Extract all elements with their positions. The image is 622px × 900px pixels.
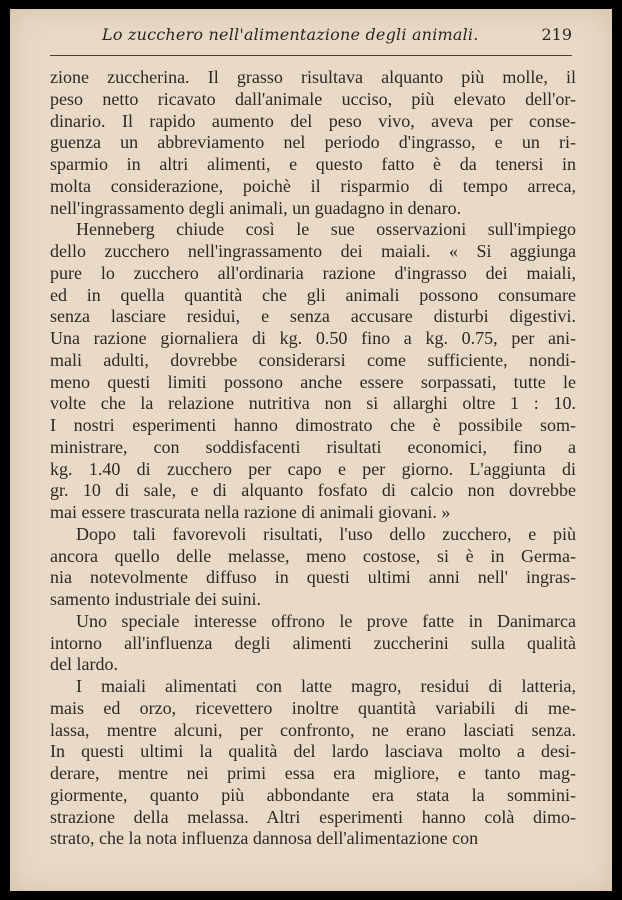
text-line: ancora quello delle melasse, meno costose, si è in Germa- <box>50 545 576 566</box>
text-line: derare, mentre nei primi essa era migliore, e tanto mag- <box>50 763 576 783</box>
text-line: sparmio in altri alimenti, e questo fatto è da tenersi in <box>50 154 576 174</box>
text-line: pure lo zucchero all'ordinaria razione d'ingrasso dei maiali, <box>50 262 576 283</box>
text-line: molta considerazione, poichè il risparmio di tempo arreca, <box>50 175 576 196</box>
text-line: peso netto ricavato dall'animale ucciso, più elevato dell'or- <box>50 88 576 109</box>
paragraph <box>50 676 576 850</box>
running-title: Lo zucchero nell'alimentazione degli animali. <box>102 25 479 44</box>
text-line: senza lasciare residui, e senza accusare disturbi digestivi. <box>50 306 576 327</box>
running-header <box>50 25 572 53</box>
text-line: del lardo. <box>50 654 118 675</box>
text-line: strazione della melassa. Altri esperimenti hanno colà dimo- <box>50 806 576 827</box>
text-line: guenza un abbreviamento nel periodo d'ingrasso, e un ri- <box>50 132 576 153</box>
paragraph <box>50 219 576 524</box>
body-text <box>50 67 576 850</box>
book-page <box>10 9 612 891</box>
text-line: volte che la relazione nutritiva non si allarghi oltre 1 : 10. <box>50 393 576 414</box>
text-line: lassa, mentre alcuni, per confronto, ne erano lasciati senza. <box>50 719 576 740</box>
text-line: giormente, quanto più abbondante era stata la sommini- <box>50 784 576 805</box>
text-line: nia notevolmente diffuso in questi ultimi anni nell' ingras- <box>50 567 576 588</box>
text-line: kg. 1.40 di zucchero per capo e per giorno. L'aggiunta di <box>50 458 576 479</box>
text-line: Una razione giornaliera di kg. 0.50 fino a kg. 0.75, per ani- <box>50 328 576 348</box>
text-line: I nostri esperimenti hanno dimostrato che è possibile som- <box>50 415 576 435</box>
text-line: Henneberg chiude così le sue osservazioni sull'impiego <box>76 219 576 240</box>
text-line: mali adulti, dovrebbe considerarsi come sufficiente, nondi- <box>50 349 576 370</box>
text-line: gr. 10 di sale, e di alquanto fosfato di calcio non dovrebbe <box>50 480 576 501</box>
text-line: zione zuccherina. Il grasso risultava alquanto più molle, il <box>50 67 576 87</box>
text-line: dinario. Il rapido aumento del peso vivo, aveva per conse- <box>50 110 576 131</box>
text-line: nell'ingrassamento degli animali, un guadagno in denaro. <box>50 197 462 218</box>
text-line: In questi ultimi la qualità del lardo lasciava molto a desi- <box>50 741 576 762</box>
paragraph <box>50 611 576 676</box>
text-line: Dopo tali favorevoli risultati, l'uso dello zucchero, e più <box>76 523 576 544</box>
text-line: meno questi limiti possono anche essere sorpassati, tutte le <box>50 371 576 392</box>
page-number: 219 <box>541 25 572 44</box>
text-line: ministrare, con soddisfacenti risultati economici, fino a <box>50 436 576 457</box>
paragraph <box>50 524 576 611</box>
text-line: mais ed orzo, ricevettero inoltre quantità variabili di me- <box>50 697 576 718</box>
text-line: intorno all'influenza degli alimenti zuccherini sulla qualità <box>50 632 576 653</box>
text-line: Uno speciale interesse offrono le prove fatte in Danimarca <box>76 610 576 631</box>
paragraph <box>50 67 576 219</box>
header-rule <box>50 55 572 56</box>
text-line: samento industriale dei suini. <box>50 589 261 609</box>
text-line: dello zucchero nell'ingrassamento dei maiali. « Si aggiunga <box>50 241 576 261</box>
text-line: I maiali alimentati con latte magro, residui di latteria, <box>76 676 576 696</box>
text-line: mai essere trascurata nella razione di animali giovani. » <box>50 502 451 522</box>
text-line: strato, che la nota influenza dannosa dell'alimentazione con <box>50 828 479 849</box>
text-line: ed in quella quantità che gli animali possono consumare <box>50 284 576 305</box>
